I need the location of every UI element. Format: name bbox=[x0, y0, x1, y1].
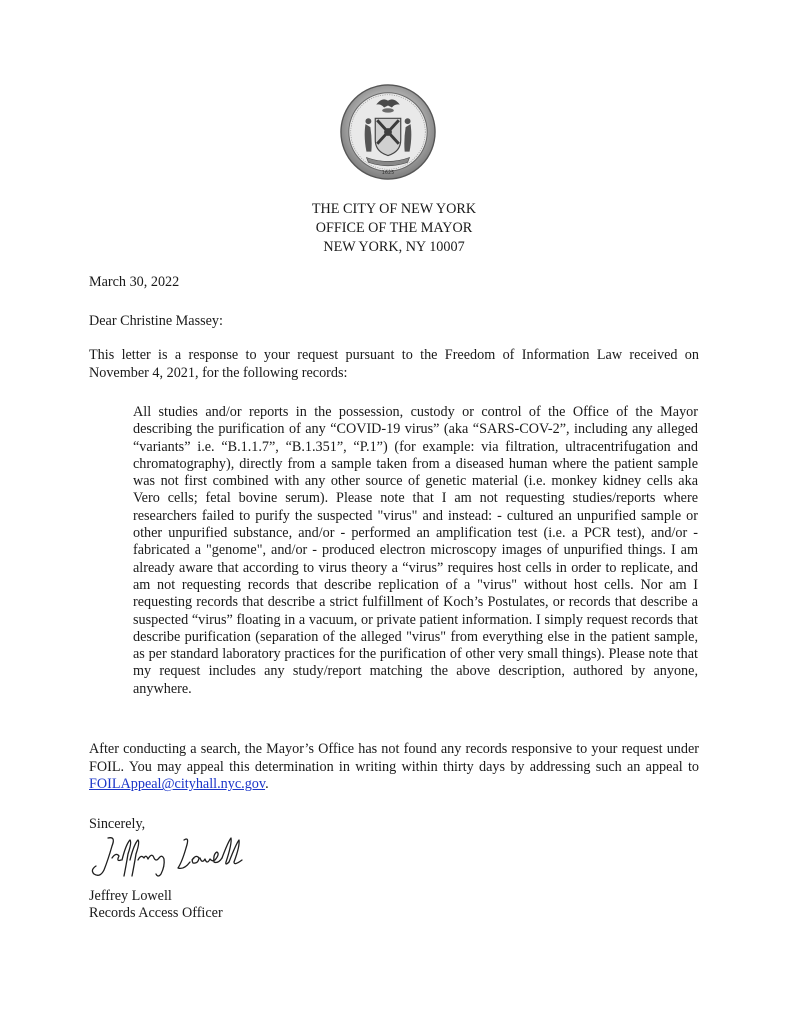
finding-paragraph bbox=[89, 741, 699, 794]
appeal-email-link[interactable]: FOILAppeal@cityhall.nyc.gov bbox=[89, 776, 266, 793]
handwritten-signature bbox=[86, 832, 256, 880]
letterhead-office: OFFICE OF THE MAYOR bbox=[315, 220, 473, 236]
signer-name: Jeffrey Lowell bbox=[89, 888, 172, 904]
finding-text: After conducting a search, the Mayor’s Office has not found any records responsive to your request under FOIL. You may appeal this determination in writing within thirty days by addressing such an appeal to bbox=[89, 741, 699, 775]
letterhead-address: NEW YORK, NY 10007 bbox=[323, 239, 465, 255]
intro-paragraph: This letter is a response to your request pursuant to the Freedom of Information Law received on November 4, 2021, for the following records: bbox=[89, 347, 699, 381]
nyc-seal-icon bbox=[339, 83, 437, 181]
closing: Sincerely, bbox=[89, 816, 146, 832]
letter-date: March 30, 2022 bbox=[89, 274, 180, 290]
finding-period: . bbox=[265, 776, 269, 793]
letterhead-city: THE CITY OF NEW YORK bbox=[311, 201, 477, 217]
svg-text:1625: 1625 bbox=[381, 170, 395, 177]
signer-title: Records Access Officer bbox=[89, 905, 223, 921]
salutation: Dear Christine Massey: bbox=[89, 313, 223, 329]
letterhead bbox=[0, 200, 788, 257]
request-quote: All studies and/or reports in the possession, custody or control of the Office of the Mayor describing the purification of any “COVID-19 virus” (aka “SARS-COV-2”, including any alleged “variants” i.e. “B.1.1.7”, “B.1.351”, “P.1”) (for example: via filtration, ultracentrifugation and chromatography), directly from a sample taken from a diseased human where the patient sample was not first combined with any other source of genetic material (i.e. monkey kidney cells aka Vero cells; fetal bovine serum). Please note that I am not requesting studies/reports where researchers failed to purify the suspected "virus" and instead: - cultured an unpurified sample or other unpurified substance, and/or - performed an amplification test (i.e. a PCR test), and/or - fabricated a "genome", and/or - produced electron microscopy images of unpurified things. I am already aware that according to virus theory a “virus” requires host cells in order to replicate, and am not requesting records that describe replication of a "virus" without host cells. Nor am I requesting records that describe a strict fulfillment of Koch’s Postulates, or records that describe a suspected “virus” floating in a vacuum, or private patient information. I simply request records that describe purification (separation of the alleged "virus" from everything else in the patient sample, as per standard laboratory practices for the purification of other very small things). Please note that my request includes any study/report matching the above description, authored by anyone, anywhere. bbox=[133, 404, 698, 697]
